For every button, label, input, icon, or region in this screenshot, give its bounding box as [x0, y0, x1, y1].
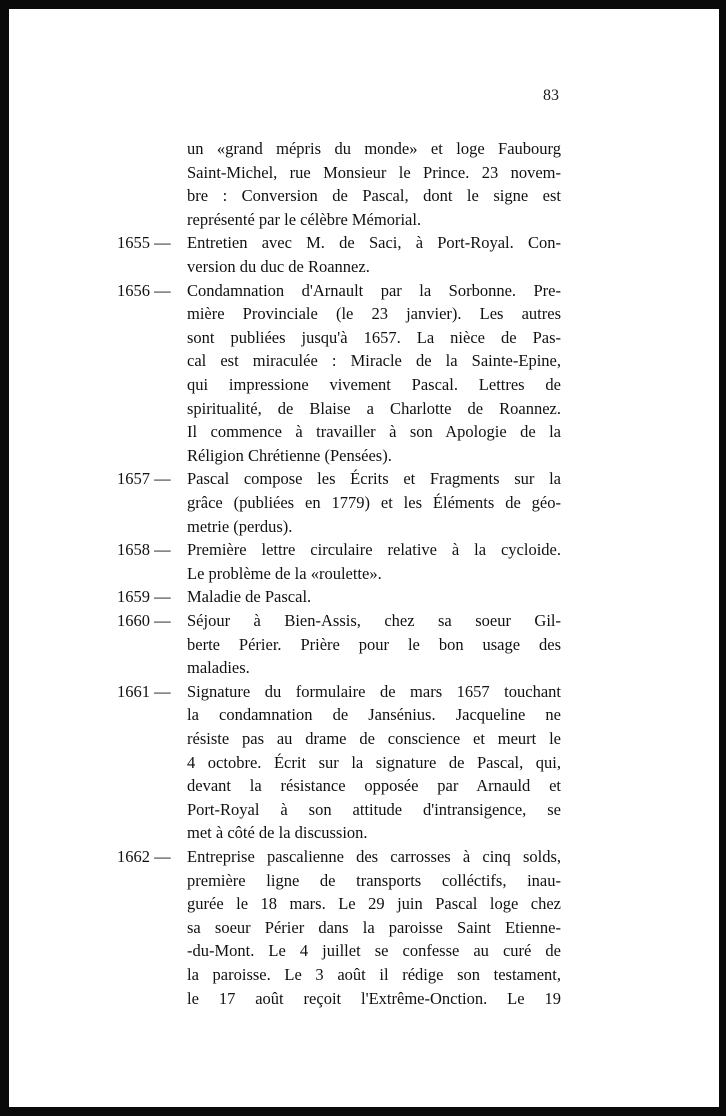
text-line: metrie (perdus). [187, 516, 293, 536]
entry-year: 1662 — [117, 847, 171, 866]
text-line: représenté par le célèbre Mémorial. [187, 209, 422, 229]
text-line: -du-Mont. Le 4 juillet se confesse au curé de [187, 941, 561, 961]
text-line: un «grand mépris du monde» et loge Faubourg [187, 139, 561, 158]
text-line: la paroisse. Le 3 août il rédige son testament, [187, 965, 561, 984]
text-line: première ligne de transports colléctifs, inau- [187, 870, 561, 890]
entry-year: 1656 — [117, 280, 171, 300]
entry-year: 1659 — [117, 587, 171, 607]
text-line: Saint-Michel, rue Monsieur le Prince. 23 novem- [187, 162, 561, 182]
text-line: berte Périer. Prière pour le bon usage des [187, 634, 561, 654]
text-line: grâce (publiées en 1779) et les Éléments de géo- [187, 493, 561, 512]
text-line: résiste pas au drame de conscience et meurt le [187, 729, 561, 748]
page-number: 83 [543, 87, 559, 104]
text-line: devant la résistance opposée par Arnauld et [187, 776, 561, 796]
text-line: bre : Conversion de Pascal, dont le signe est [187, 186, 561, 206]
text-line: gurée le 18 mars. Le 29 juin Pascal loge chez [187, 894, 561, 914]
text-line: Le problème de la «roulette». [187, 563, 382, 583]
text-line: Maladie de Pascal. [187, 587, 312, 607]
text-line: Séjour à Bien-Assis, chez sa soeur Gil- [187, 611, 561, 630]
text-line: Pascal compose les Écrits et Fragments sur la [187, 469, 561, 489]
text-line: maladies. [187, 658, 250, 678]
entry-year: 1661 — [117, 681, 171, 701]
entry-year: 1658 — [117, 540, 171, 560]
text-line: Entreprise pascalienne des carrosses à cinq solds, [187, 847, 561, 866]
book-page [9, 9, 719, 1107]
text-line: 4 octobre. Écrit sur la signature de Pascal, qui, [187, 752, 561, 772]
text-line: version du duc de Roannez. [187, 257, 370, 276]
text-line: sa soeur Périer dans la paroisse Saint Etienne- [187, 917, 561, 937]
entry-year: 1660 — [117, 611, 171, 630]
text-line: sont publiées jusqu'à 1657. La nièce de Pas- [187, 327, 561, 347]
text-line: Réligion Chrétienne (Pensées). [187, 445, 392, 465]
text-line: mière Provinciale (le 23 janvier). Les autres [187, 304, 561, 324]
text-line: Entretien avec M. de Saci, à Port-Royal. Con- [187, 233, 561, 253]
entry-year: 1655 — [117, 233, 171, 253]
text-line: spiritualité, de Blaise a Charlotte de Roannez. [187, 398, 561, 418]
text-line: met à côté de la discussion. [187, 823, 368, 843]
entry-year: 1657 — [117, 469, 171, 489]
text-line: le 17 août reçoit l'Extrême-Onction. Le 19 [187, 988, 561, 1008]
text-line: Port-Royal à son attitude d'intransigence, se [187, 799, 561, 819]
text-line: Condamnation d'Arnault par la Sorbonne. Pre- [187, 280, 561, 300]
text-line: qui impressione vivement Pascal. Lettres de [187, 375, 561, 394]
text-line: Signature du formulaire de mars 1657 touchant [187, 681, 561, 701]
text-line: Première lettre circulaire relative à la cycloide. [187, 540, 561, 560]
text-line: la condamnation de Jansénius. Jacqueline ne [187, 705, 561, 725]
text-line: cal est miraculée : Miracle de la Sainte-Epine, [187, 351, 561, 371]
text-line: Il commence à travailler à son Apologie de la [187, 422, 561, 442]
